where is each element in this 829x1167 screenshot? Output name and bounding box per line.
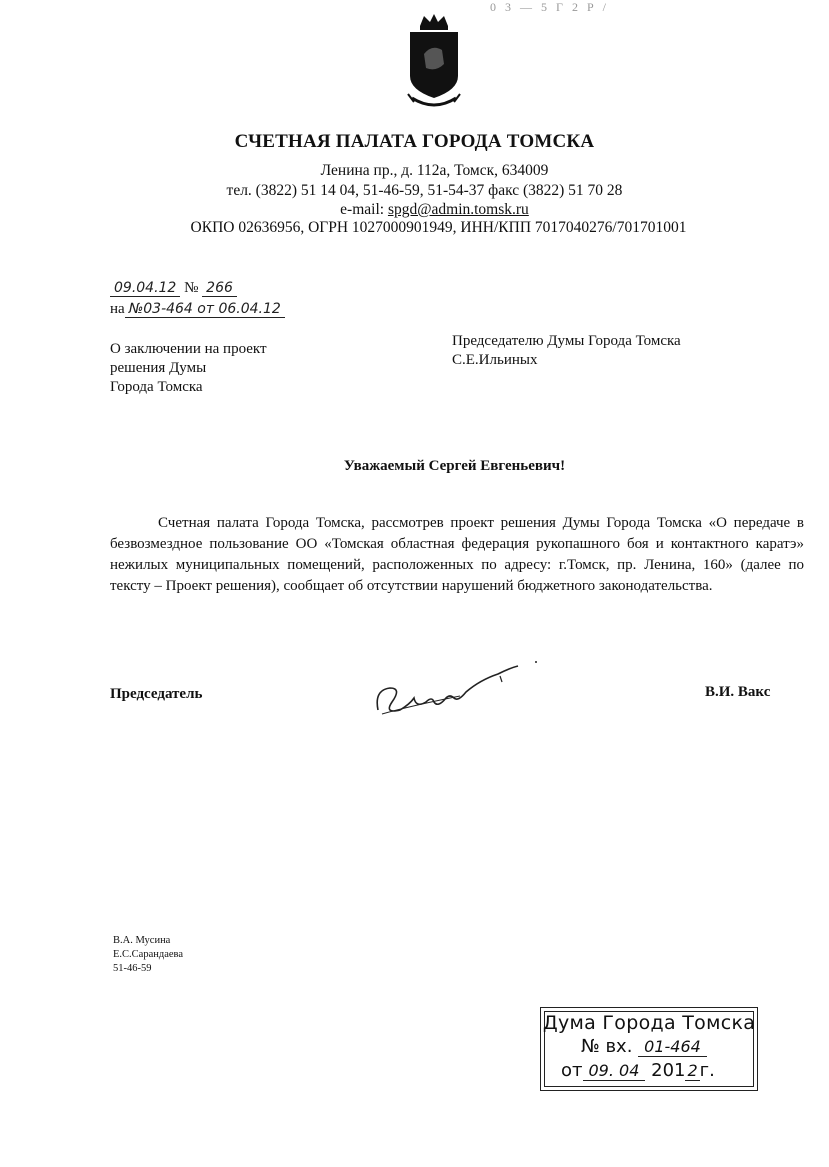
stamp-year-digit: 2 bbox=[687, 1061, 698, 1080]
subject-line: Города Томска bbox=[110, 379, 203, 395]
stamp-year-suffix: г. bbox=[699, 1060, 715, 1081]
addressee bbox=[452, 332, 681, 370]
top-margin-mark: 0 3 — 5 Г 2 Р / bbox=[490, 0, 609, 14]
on-label: на bbox=[110, 301, 125, 317]
stamp-title: Дума Города Томска bbox=[542, 1012, 756, 1034]
stamp-incoming-row bbox=[581, 1036, 707, 1057]
stamp-from-label: от bbox=[561, 1060, 583, 1081]
stamp-date: 09. 04 bbox=[583, 1061, 646, 1081]
addressee-name: С.Е.Ильиных bbox=[452, 352, 538, 368]
outgoing-date: 09.04.12 bbox=[110, 280, 180, 297]
outgoing-reference bbox=[110, 280, 237, 297]
stamp-date-row bbox=[561, 1060, 715, 1081]
signature-icon bbox=[370, 652, 550, 727]
stamp-in-number: 01-464 bbox=[638, 1037, 707, 1057]
incoming-ref-value: №03-464 от 06.04.12 bbox=[125, 301, 285, 318]
org-registry: ОКПО 02636956, ОГРН 1027000901949, ИНН/КПП 7017040276/701701001 bbox=[190, 219, 687, 236]
executor-name: Е.С.Сарандаева bbox=[113, 949, 184, 960]
number-label: № bbox=[184, 280, 199, 296]
org-phones: тел. (3822) 51 14 04, 51-46-59, 51-54-37 факс (3822) 51 70 28 bbox=[226, 182, 623, 199]
org-email-line bbox=[20, 201, 829, 219]
executors-block bbox=[113, 934, 183, 976]
org-address: Ленина пр., д. 112а, Томск, 634009 bbox=[320, 162, 549, 179]
coat-of-arms-icon bbox=[406, 14, 462, 110]
executor-name: В.А. Мусина bbox=[113, 935, 171, 946]
subject-line: О заключении на проект bbox=[110, 341, 267, 357]
org-name: СЧЕТНАЯ ПАЛАТА ГОРОДА ТОМСКА bbox=[234, 131, 595, 152]
letter-subject bbox=[110, 340, 267, 397]
email-link[interactable]: spgd@admin.tomsk.ru bbox=[387, 201, 529, 218]
email-label: e-mail: bbox=[340, 201, 388, 218]
stamp-in-label: № вх. bbox=[581, 1036, 633, 1057]
signer-name: В.И. Вакс bbox=[705, 684, 771, 700]
subject-line: решения Думы bbox=[110, 360, 207, 376]
outgoing-number: 266 bbox=[202, 280, 237, 297]
addressee-title: Председателю Думы Города Томска bbox=[452, 333, 681, 349]
stamp-year-prefix: 201 bbox=[651, 1060, 686, 1081]
greeting: Уважаемый Сергей Евгеньевич! bbox=[343, 458, 566, 474]
letter-body: Счетная палата Города Томска, рассмотрев проект решения Думы Города Томска «О передаче в безвозмездное пользование ОО «Томская областная федерация рукопашного боя и контактного каратэ» нежилых муниципальных помещений, расположенных по адресу: г.Томск, пр. Ленина, 160» (далее по тексту – Проект решения), сообщает об отсутствии нарушений бюджетного законодательства. bbox=[110, 515, 804, 594]
incoming-reference bbox=[110, 301, 285, 318]
executor-phone: 51-46-59 bbox=[113, 963, 152, 974]
registration-stamp bbox=[540, 1007, 758, 1091]
signer-role: Председатель bbox=[110, 686, 203, 702]
